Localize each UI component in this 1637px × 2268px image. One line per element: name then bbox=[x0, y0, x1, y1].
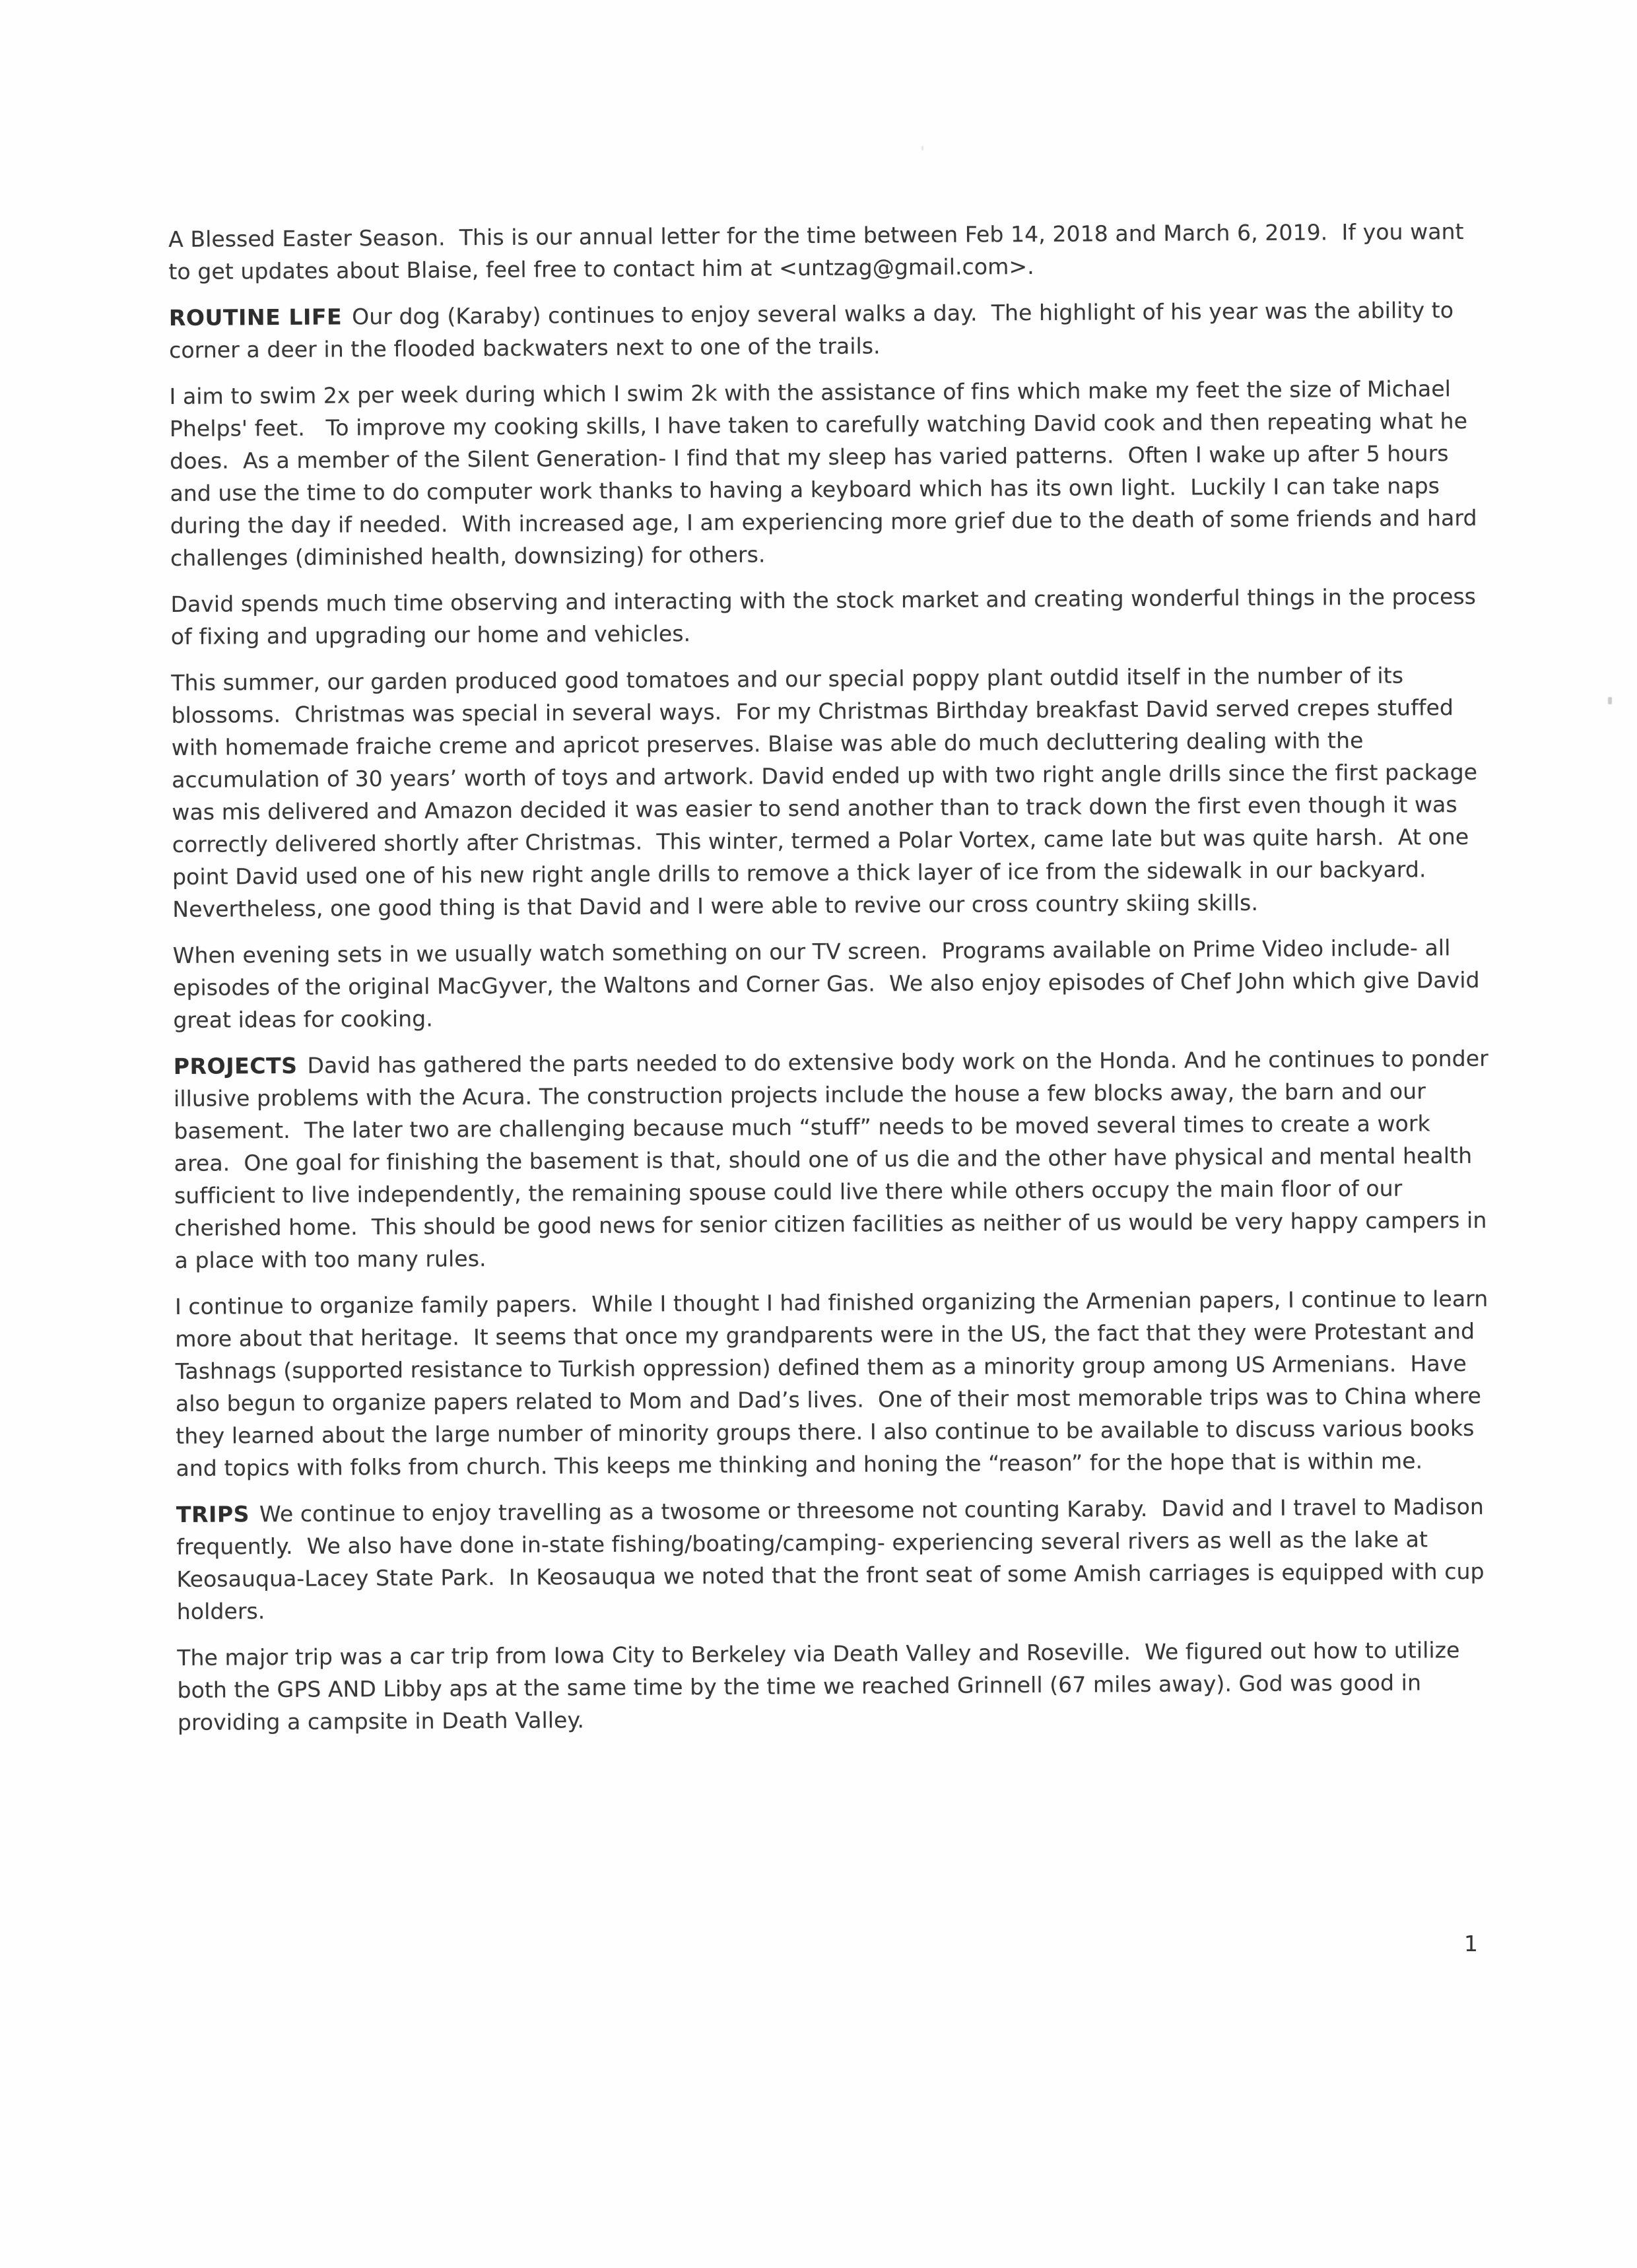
paragraph-text: I aim to swim 2x per week during which I swim 2k with the assistance of fins which make my feet the size of Michael Phelps' feet. To improve my cooking skills, I have taken to carefully watching David cook and then repeating what he does. As a member of the Silent Generation- I find that my sleep has varied patterns. Often I wake up after 5 hours and use the time to do computer work thanks to having a keyboard which has its own light. Luckily I can take naps during the day if needed. With increased age, I am experiencing more grief due to the death of some friends and hard challenges (diminished health, downsizing) for others. bbox=[169, 376, 1485, 571]
letter-body bbox=[168, 215, 1494, 1752]
paragraph-text: A Blessed Easter Season. This is our annual letter for the time between Feb 14, 2018 and March 6, 2019. If you want to get updates about Blaise, feel free to contact him at <untzag@gmail.com>. bbox=[168, 218, 1471, 284]
paragraph-projects bbox=[173, 1042, 1496, 1277]
paragraph-text: When evening sets in we usually watch something on our TV screen. Programs available on Prime Video include- all episodes of the original MacGyver, the Waltons and Corner Gas. We also enjoy episodes of Chef John which give David great ideas for cooking. bbox=[172, 935, 1487, 1033]
paragraph-major-trip bbox=[177, 1634, 1494, 1739]
paragraph-trips bbox=[176, 1490, 1494, 1628]
paragraph-text: David spends much time observing and interacting with the stock market and creating wonderful things in the process of fixing and upgrading our home and vehicles. bbox=[170, 583, 1483, 650]
paragraph-summer-christmas-winter bbox=[171, 659, 1489, 925]
paragraph-text: Our dog (Karaby) continues to enjoy several walks a day. The highlight of his year was the ability to corner a deer in the flooded backwaters next to one of the trails. bbox=[169, 297, 1461, 363]
paragraph-evening-tv bbox=[173, 931, 1490, 1036]
paragraph-text: The major trip was a car trip from Iowa City to Berkeley via Death Valley and Roseville. We figured out how to utilize both the GPS AND Libby aps at the same time by the time we reached Grinnell (67 miles away). God was good in providing a campsite in Death Valley. bbox=[177, 1637, 1467, 1735]
paragraph-family-papers bbox=[174, 1283, 1496, 1484]
section-heading-trips: TRIPS bbox=[176, 1501, 250, 1527]
section-heading-routine-life: ROUTINE LIFE bbox=[168, 304, 343, 331]
paragraph-text: David has gathered the parts needed to do extensive body work on the Honda. And he continues to ponder illusive problems with the Acura. The construction projects include the house a few blocks away, the barn and our basement. The later two are challenging because much “stuff” needs to be moved several times to create a work area. One goal for finishing the basement is that, should one of us die and the other have physical and mental health sufficient to live independently, the remaining spouse could live there while others occupy the main floor of our cherished home. This should be good news for senior citizen facilities as neither of us would be very happy campers in a place with too many rules. bbox=[173, 1045, 1496, 1273]
paragraph-text: This summer, our garden produced good tomatoes and our special poppy plant outdid itself in the number of its blossoms. Christmas was special in several ways. For my Christmas Birthday breakfast David served crepes stuffed with homemade fraiche creme and apricot preserves. Blaise was able do much decluttering dealing with the accumulation of 30 years’ worth of toys and artwork. David ended up with two right angle drills since the first package was mis delivered and Amazon decided it was easier to send another than to track down the first even though it was correctly delivered shortly after Christmas. This winter, termed a Polar Vortex, came late but was quite harsh. At one point David used one of his new right angle drills to remove a thick layer of ice from the sidewalk in our backyard. Nevertheless, one good thing is that David and I were able to revive our cross country skiing skills. bbox=[171, 662, 1485, 922]
paragraph-swimming-sleep bbox=[169, 372, 1487, 574]
page-number: 1 bbox=[1464, 1931, 1478, 1956]
paragraph-text: I continue to organize family papers. While I thought I had finished organizing the Armenian papers, I continue to learn more about that heritage. It seems that once my grandparents were in the US, the fact that they were Protestant and Tashnags (supported resistance to Turkish oppression) defined them as a minority group among US Armenians. Have also begun to organize papers related to Mom and Dad’s lives. One of their most memorable trips was to China where they learned about the large number of minority groups there. I also continue to be available to discuss various books and topics with folks from church. This keeps me thinking and honing the “reason” for the hope that is within me. bbox=[174, 1285, 1496, 1481]
scan-speck bbox=[1608, 697, 1612, 704]
section-heading-projects: PROJECTS bbox=[173, 1052, 298, 1079]
paragraph-text: We continue to enjoy travelling as a twosome or threesome not counting Karaby. David and I travel to Madison frequently. We also have done in-state fishing/boating/camping- experiencing several rivers as well as the lake at Keosauqua-Lacey State Park. In Keosauqua we noted that the front seat of some Amish carriages is equipped with cup holders. bbox=[176, 1493, 1492, 1624]
paragraph-david-stock-market bbox=[170, 580, 1488, 653]
scan-speck bbox=[921, 146, 923, 150]
paragraph-greeting bbox=[168, 215, 1486, 288]
paragraph-routine-life bbox=[169, 294, 1487, 366]
